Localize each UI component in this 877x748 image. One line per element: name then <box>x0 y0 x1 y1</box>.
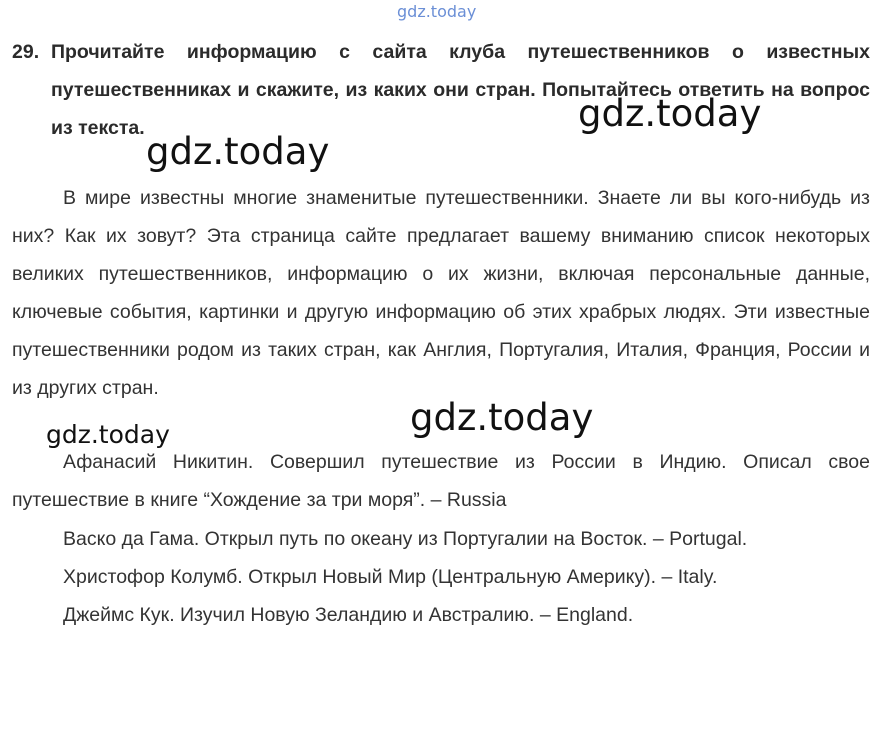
traveler-vasco-da-gama: Васко да Гама. Открыл путь по океану из Португалии на Восток. – Portugal. <box>63 528 748 550</box>
task-number: 29. <box>12 41 40 63</box>
watermark-4: gdz.today <box>46 420 170 449</box>
intro-paragraph: В мире известны многие знаменитые путешественники. Знаете ли вы кого-нибудь из них? Как их зовут? Эта страница сайте предлагает вашему вниманию список некоторых великих путешественников, информацию о их жизни, включая персональные данные, ключевые события, картинки и другую информацию об этих храбрых людях. Эти известные путешественники родом из таких стран, как Англия, Португалия, Италия, Франция, России и из других стран. <box>12 187 870 399</box>
watermark-1: gdz.today <box>578 92 762 135</box>
traveler-afanasy-nikitin: Афанасий Никитин. Совершил путешествие из России в Индию. Описал свое путешествие в книге “Хождение за три моря”. – Russia <box>12 451 870 511</box>
traveler-james-cook: Джеймс Кук. Изучил Новую Зеландию и Австралию. – England. <box>63 604 634 626</box>
watermark-3: gdz.today <box>410 396 594 439</box>
watermark-top: gdz.today <box>397 2 477 21</box>
traveler-columbus: Христофор Колумб. Открыл Новый Мир (Центральную Америку). – Italy. <box>63 566 718 588</box>
watermark-2: gdz.today <box>146 130 330 173</box>
task-text: Прочитайте информацию с сайта клуба путешественников о известных путешественниках и скажите, из каких они стран. Попытайтесь ответить на вопрос из текста. <box>51 41 870 139</box>
